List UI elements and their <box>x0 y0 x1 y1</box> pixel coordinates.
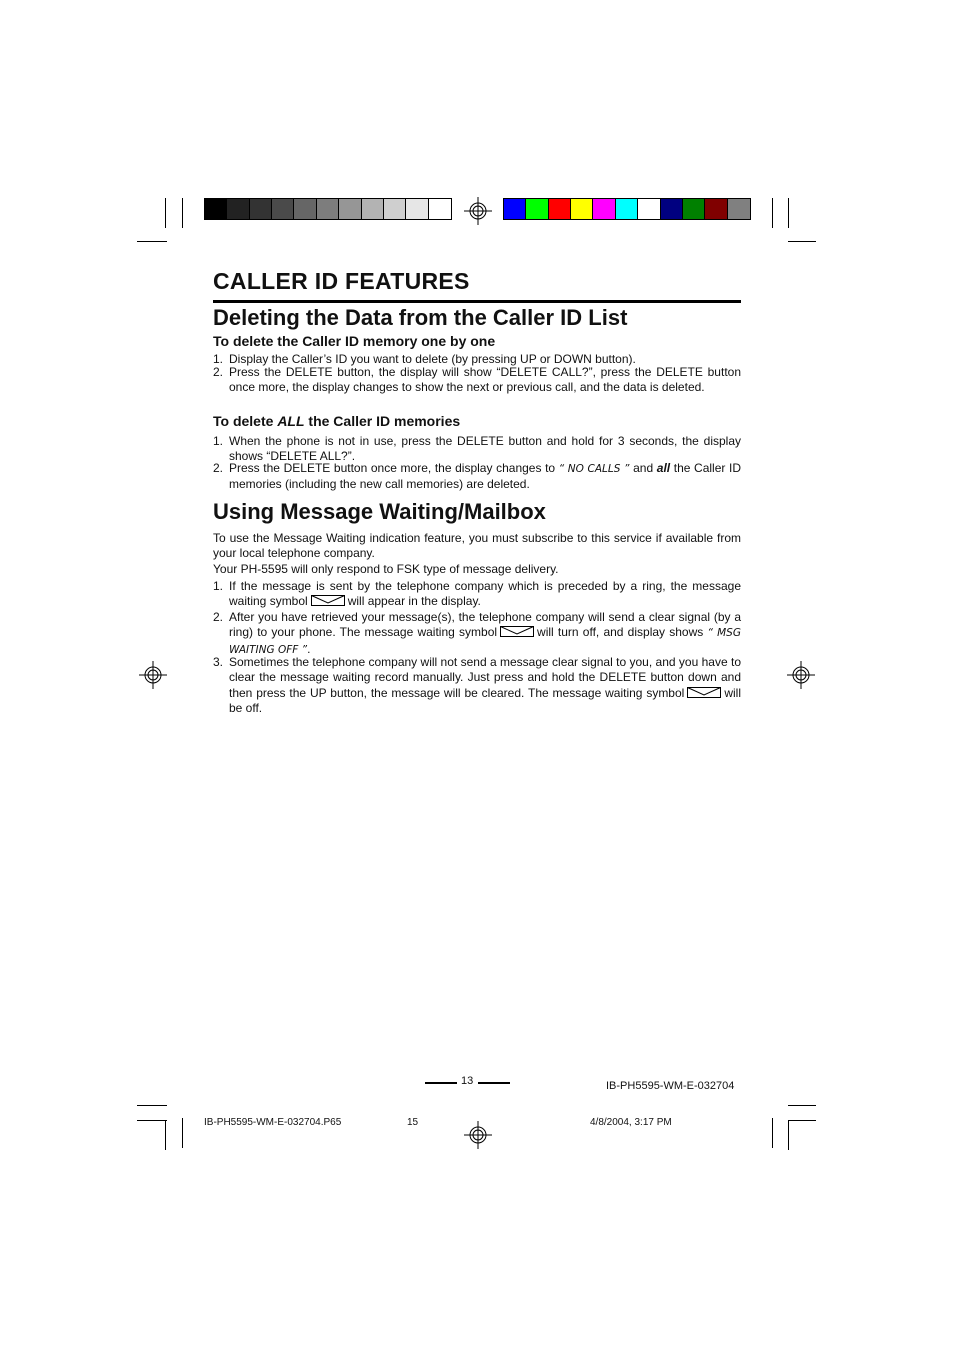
color-swatch <box>504 199 526 219</box>
sheet-number: 15 <box>407 1117 419 1128</box>
color-swatch <box>638 199 660 219</box>
page-title: CALLER ID FEATURES <box>213 268 741 303</box>
list-item: 1. When the phone is not in use, press the DELETE button and hold for 3 seconds, the display shows “DELETE ALL?”. <box>213 434 741 464</box>
color-swatch <box>406 199 428 219</box>
registration-mark-icon <box>139 661 167 689</box>
list-item: 2. After you have retrieved your message(s), the telephone company will send a clear signal (by a ring) to your phone. The message waiting symbol will turn off, and display shows “ MSG WAITING OFF ”. <box>213 610 741 656</box>
registration-mark-icon <box>464 197 492 225</box>
color-swatch <box>250 199 272 219</box>
section-heading-delete: Deleting the Data from the Caller ID List <box>213 305 628 330</box>
color-swatch <box>728 199 750 219</box>
color-swatch <box>661 199 683 219</box>
color-swatch <box>272 199 294 219</box>
doc-code: IB-PH5595-WM-E-032704 <box>606 1080 735 1092</box>
color-swatch <box>339 199 361 219</box>
registration-mark-icon <box>464 1121 492 1149</box>
page-number-rule <box>425 1082 457 1084</box>
color-swatch <box>362 199 384 219</box>
page-number: 13 <box>461 1075 474 1087</box>
envelope-icon <box>687 687 721 698</box>
color-swatch <box>205 199 227 219</box>
list-item: 2. Press the DELETE button once more, the display changes to “ NO CALLS ” and all the Caller ID memories (including the new call memories) are deleted. <box>213 461 741 492</box>
list-item: 2. Press the DELETE button, the display will show “DELETE CALL?”, press the DELETE button once more, the display changes to show the next or previous call, and the data is deleted. <box>213 365 741 395</box>
grayscale-bar <box>204 198 452 220</box>
list-item: 1. Display the Caller’s ID you want to delete (by pressing UP or DOWN button). <box>213 352 636 366</box>
color-bar <box>503 198 751 220</box>
color-swatch <box>705 199 727 219</box>
envelope-icon <box>311 595 345 606</box>
color-swatch <box>549 199 571 219</box>
intro-paragraph: To use the Message Waiting indication feature, you must subscribe to this service if available from your local telephone company. <box>213 531 741 561</box>
color-swatch <box>294 199 316 219</box>
print-timestamp: 4/8/2004, 3:17 PM <box>590 1117 672 1128</box>
subheading-delete-one: To delete the Caller ID memory one by one <box>213 333 496 349</box>
registration-mark-icon <box>787 661 815 689</box>
page-number-rule <box>478 1082 510 1084</box>
color-swatch <box>384 199 406 219</box>
color-swatch <box>429 199 451 219</box>
color-swatch <box>317 199 339 219</box>
color-swatch <box>571 199 593 219</box>
color-swatch <box>227 199 249 219</box>
intro-paragraph: Your PH-5595 will only respond to FSK type of message delivery. <box>213 562 559 576</box>
color-swatch <box>593 199 615 219</box>
subheading-delete-all: To delete ALL the Caller ID memories <box>213 413 461 429</box>
file-name: IB-PH5595-WM-E-032704.P65 <box>204 1117 342 1128</box>
list-item: 1. If the message is sent by the telephone company which is preceded by a ring, the message waiting symbol will appear in the display. <box>213 579 741 609</box>
list-item: 3. Sometimes the telephone company will not send a message clear signal to you, and you have to clear the message waiting record manually. Just press and hold the DELETE button down and then press the UP button, the message will be cleared. The message waiting symbol will be off. <box>213 655 741 715</box>
color-swatch <box>683 199 705 219</box>
color-swatch <box>616 199 638 219</box>
color-swatch <box>526 199 548 219</box>
envelope-icon <box>500 626 534 637</box>
section-heading-message-waiting: Using Message Waiting/Mailbox <box>213 499 546 524</box>
